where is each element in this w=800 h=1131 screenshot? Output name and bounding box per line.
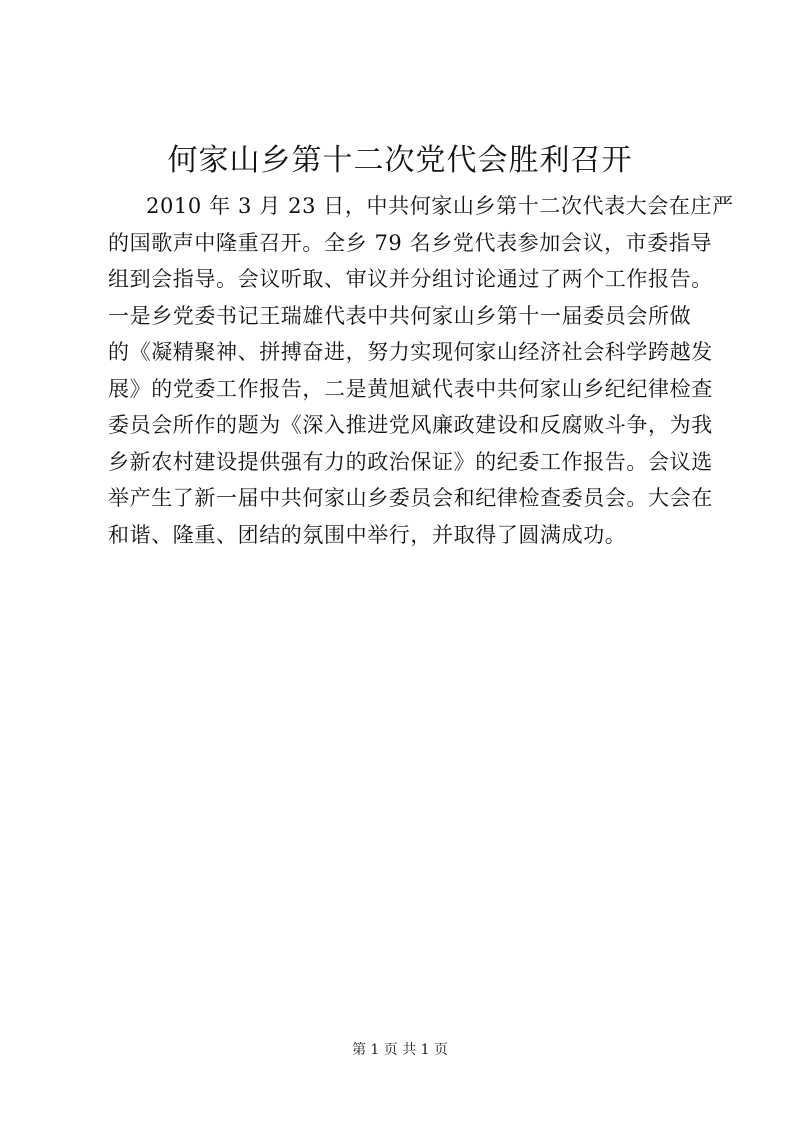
article-body [108,188,734,553]
paragraph-line: 组到会指导。会议听取、审议并分组讨论通过了两个工作报告。 [108,267,713,291]
page-title: 何家山乡第十二次党代会胜利召开 [167,143,633,178]
paragraph-line: 举产生了新一届中共何家山乡委员会和纪律检查委员会。大会在 [108,486,713,510]
page-footer: 第 1 页 共 1 页 [351,1042,449,1058]
paragraph-line: 委员会所作的题为《深入推进党风廉政建设和反腐败斗争，为我 [108,413,713,437]
paragraph-line: 2010 年 3 月 23 日，中共何家山乡第十二次代表大会在庄严 [146,194,734,218]
paragraph-line: 的《凝精聚神、拼搏奋进，努力实现何家山经济社会科学跨越发 [108,340,713,364]
paragraph-line: 展》的党委工作报告，二是黄旭斌代表中共何家山乡纪纪律检查 [108,376,713,401]
paragraph-line: 和谐、隆重、团结的氛围中举行，并取得了圆满成功。 [108,522,627,547]
paragraph-line: 乡新农村建设提供强有力的政治保证》的纪委工作报告。会议选 [108,449,713,474]
paragraph-line: 一是乡党委书记王瑞雄代表中共何家山乡第十一届委员会所做 [108,303,692,328]
paragraph-line: 的国歌声中隆重召开。全乡 79 名乡党代表参加会议，市委指导 [108,230,713,255]
